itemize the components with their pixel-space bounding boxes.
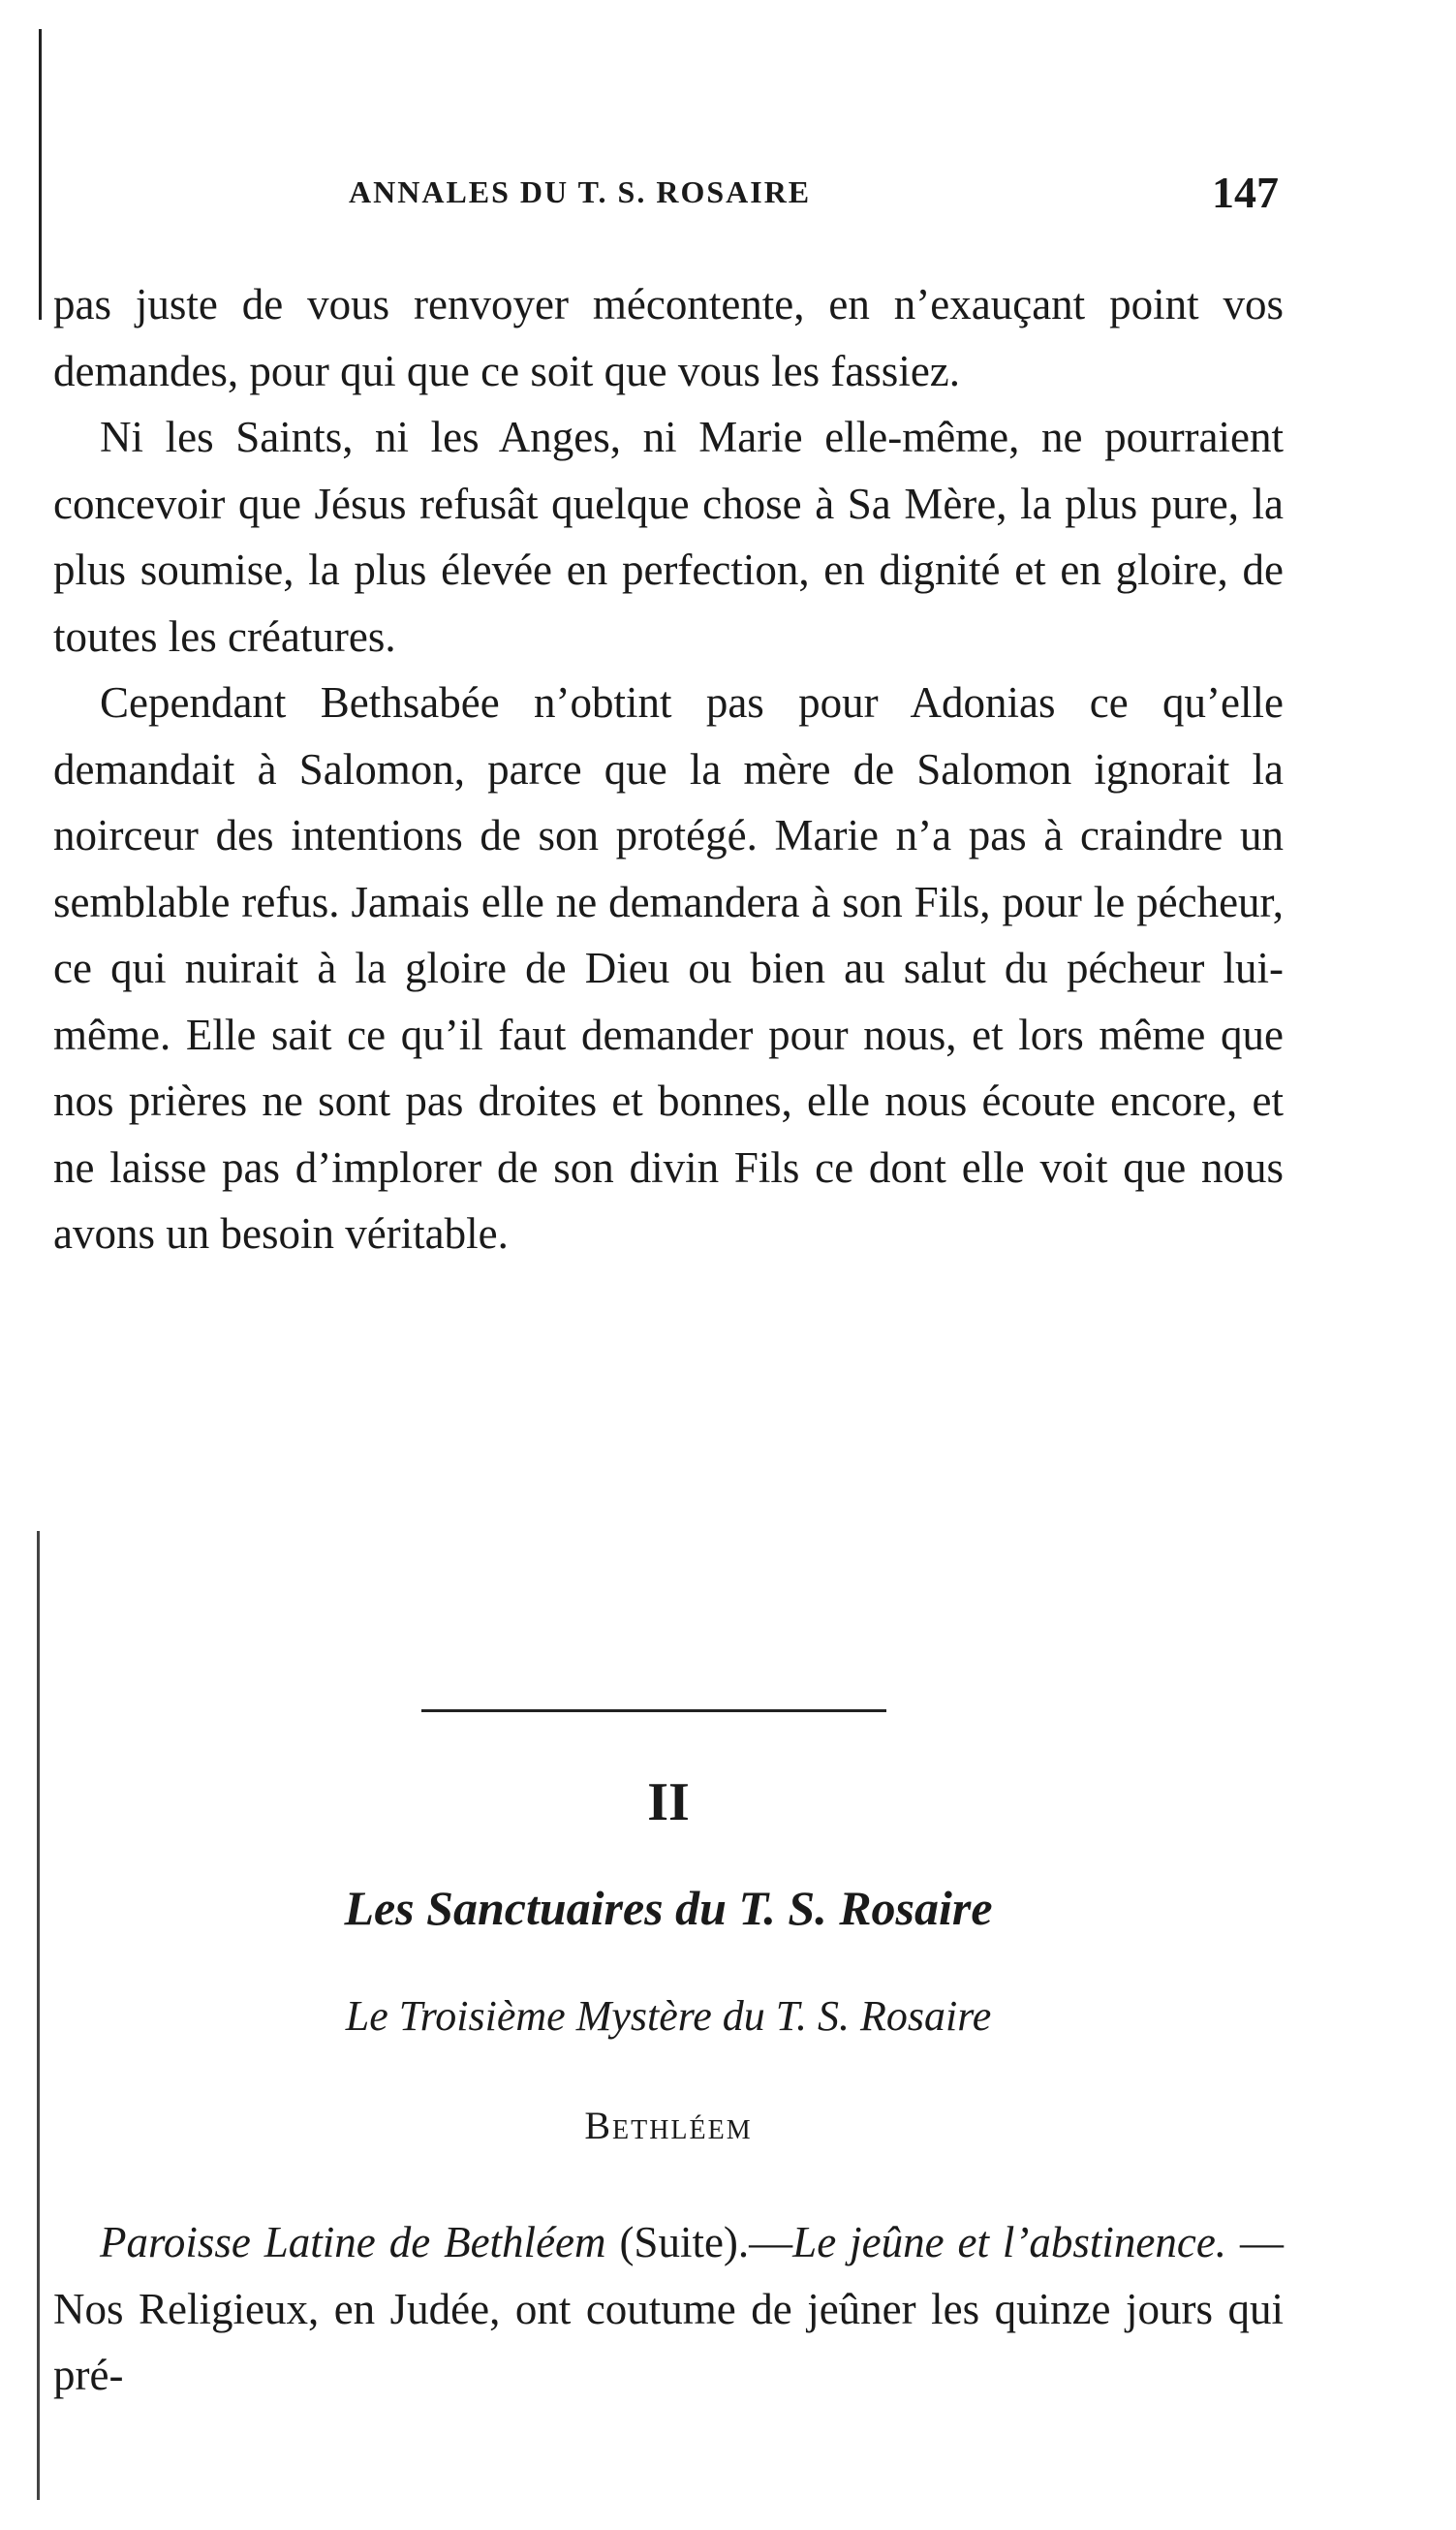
page-number: 147 <box>1212 168 1279 217</box>
section-numeral: II <box>647 1772 690 1832</box>
section-divider <box>421 1709 886 1712</box>
paragraph-2: Ni les Saints, ni les Anges, ni Marie elle-même, ne pourraient concevoir que Jésus refusât quelque chose à Sa Mère, la plus pure, la plus soumise, la plus élevée en perfection, en dignité et en gloire, de toutes les créatures. <box>53 413 1284 661</box>
section-title: Les Sanctuaires du T. S. Rosaire <box>344 1881 993 1935</box>
last-paragraph-block <box>53 2209 1284 2409</box>
left-margin-rule <box>39 29 42 320</box>
paragraph-3: Cependant Bethsabée n’obtint pas pour Adonias ce qu’elle demandait à Salomon, parce que la mère de Salomon ignorait la noirceur des intentions de son protégé. Marie n’a pas à craindre un semblable refus. Jamais elle ne demandera à son Fils, pour le pécheur, ce qui nuirait à la gloire de Dieu ou bien au salut du pécheur lui-même. Elle sait ce qu’il faut demander pour nous, et lors même que nos prières ne sont pas droites et bonnes, elle nous écoute encore, et ne laisse pas d’implorer de son divin Fils ce dont elle voit que nous avons un besoin véritable. <box>53 678 1284 1258</box>
lead-italic: Paroisse Latine de Bethléem <box>100 2218 606 2266</box>
running-head: ANNALES DU T. S. ROSAIRE <box>349 174 812 209</box>
body-text <box>53 271 1284 1267</box>
last-paragraph <box>53 2209 1284 2409</box>
last-paragraph-text: —Nos Religieux, en Judée, ont coutume de jeûner les quinze jours qui pré- <box>53 2218 1284 2399</box>
place-heading: Bethléem <box>584 2104 753 2147</box>
paragraph-1: pas juste de vous renvoyer mécontente, en n’exauçant point vos demandes, pour qui que ce soit que vous les fassiez. <box>53 280 1284 395</box>
page-header <box>48 167 1279 225</box>
lead-roman: (Suite).— <box>605 2218 793 2266</box>
section-subtitle: Le Troisième Mystère du T. S. Rosaire <box>345 1992 992 2040</box>
topic-italic: Le jeûne et l’abstinence. <box>792 2218 1227 2266</box>
